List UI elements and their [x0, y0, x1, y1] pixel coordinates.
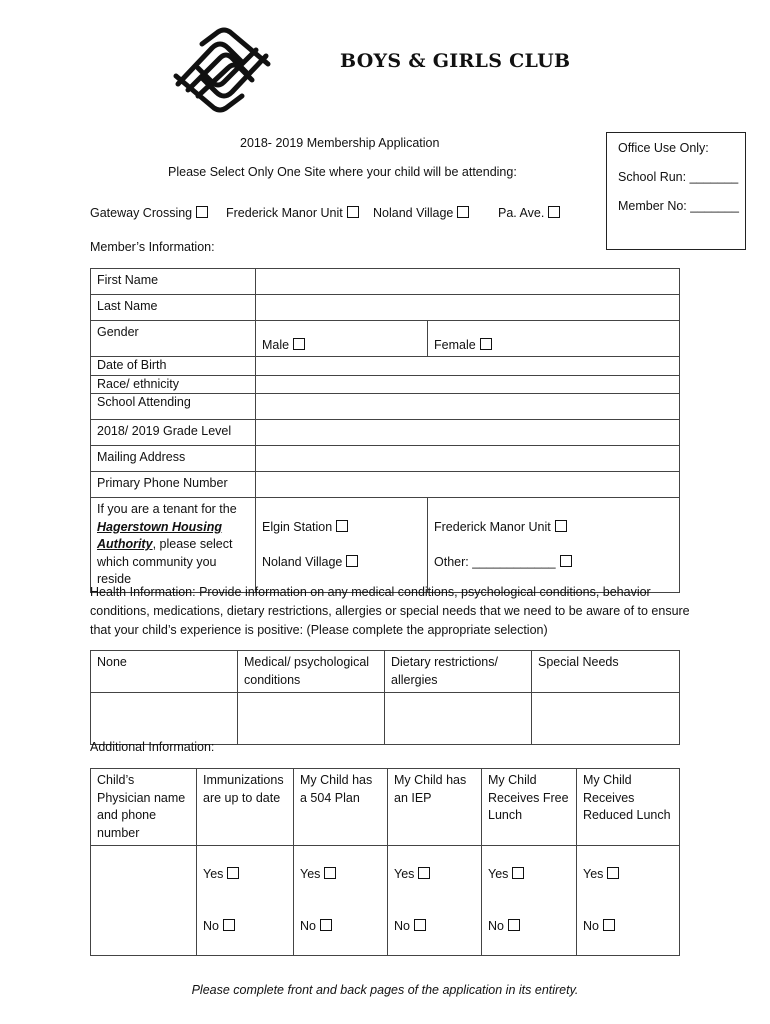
site-label: Noland Village — [373, 206, 454, 220]
yes-option[interactable]: Yes — [394, 848, 475, 900]
immunizations-options — [197, 846, 294, 956]
site-label: Frederick Manor Unit — [226, 206, 343, 220]
free-lunch-options — [482, 846, 577, 956]
other-option[interactable]: Other: ____________ — [434, 545, 673, 580]
physician-field[interactable] — [91, 846, 197, 956]
checkbox[interactable] — [418, 867, 430, 879]
site-label: Gateway Crossing — [90, 206, 193, 220]
tenant-options-right — [428, 498, 680, 593]
yes-option[interactable]: Yes — [488, 848, 570, 900]
site-option-frederick[interactable] — [226, 206, 359, 220]
no-option[interactable]: No — [300, 900, 381, 952]
checkbox[interactable] — [607, 867, 619, 879]
yes-option[interactable]: Yes — [300, 848, 381, 900]
school-label: School Attending — [91, 394, 256, 420]
female-label: Female — [434, 337, 476, 352]
checkbox[interactable] — [560, 555, 572, 567]
site-option-pa-ave[interactable] — [498, 206, 560, 220]
frederick-manor-option[interactable]: Frederick Manor Unit — [434, 510, 673, 545]
dob-label: Date of Birth — [91, 357, 256, 376]
member-no-field: Member No: _______ — [618, 199, 739, 213]
dietary-field[interactable] — [385, 693, 532, 745]
medical-field[interactable] — [238, 693, 385, 745]
school-field[interactable] — [256, 394, 680, 420]
additional-info-label: Additional Information: — [90, 740, 215, 754]
reduced-lunch-options — [577, 846, 680, 956]
member-info-table — [90, 268, 680, 593]
tenant-label: If you are a tenant for the Hagerstown Housing Authority, please select which community you reside — [91, 498, 256, 593]
checkbox[interactable] — [480, 338, 492, 350]
health-table — [90, 650, 680, 745]
office-use-title: Office Use Only: — [618, 141, 709, 155]
dietary-header: Dietary restrictions/ allergies — [385, 651, 532, 693]
checkbox[interactable] — [196, 206, 208, 218]
medical-header: Medical/ psychological conditions — [238, 651, 385, 693]
checkbox[interactable] — [223, 919, 235, 931]
mailing-field[interactable] — [256, 446, 680, 472]
checkbox[interactable] — [603, 919, 615, 931]
immunizations-header: Immunizations are up to date — [197, 769, 294, 846]
no-option[interactable]: No — [203, 900, 287, 952]
first-name-field[interactable] — [256, 269, 680, 295]
iep-options — [388, 846, 482, 956]
none-field[interactable] — [91, 693, 238, 745]
brand-name: BOYS & GIRLS CLUB — [340, 50, 571, 72]
phone-label: Primary Phone Number — [91, 472, 256, 498]
special-needs-header: Special Needs — [532, 651, 680, 693]
site-prompt: Please Select Only One Site where your child will be attending: — [168, 165, 517, 179]
site-option-gateway[interactable] — [90, 206, 208, 220]
site-option-noland[interactable] — [373, 206, 469, 220]
gender-female-option[interactable] — [428, 321, 680, 357]
housing-authority-label: Hagerstown Housing Authority — [97, 519, 223, 551]
checkbox[interactable] — [336, 520, 348, 532]
tenant-options-left — [256, 498, 428, 593]
dob-field[interactable] — [256, 357, 680, 376]
checkbox[interactable] — [227, 867, 239, 879]
reduced-lunch-header: My Child Receives Reduced Lunch — [577, 769, 680, 846]
gender-male-option[interactable] — [256, 321, 428, 357]
page-title: 2018- 2019 Membership Application — [240, 136, 440, 150]
site-label: Pa. Ave. — [498, 206, 545, 220]
checkbox[interactable] — [320, 919, 332, 931]
health-information-text: Health Information: Provide information on any medical conditions, psychological conditions, behavior conditions, medications, dietary restrictions, allergies or special needs that we need to be aware of to ensure that your child’s experience is positive: (Please complete the appropriate selection) — [90, 585, 690, 637]
checkbox[interactable] — [414, 919, 426, 931]
grade-field[interactable] — [256, 420, 680, 446]
no-option[interactable]: No — [583, 900, 673, 952]
race-label: Race/ ethnicity — [91, 375, 256, 394]
gender-label: Gender — [91, 321, 256, 357]
no-option[interactable]: No — [394, 900, 475, 952]
special-needs-field[interactable] — [532, 693, 680, 745]
first-name-label: First Name — [91, 269, 256, 295]
noland-village-option[interactable]: Noland Village — [262, 545, 421, 580]
checkbox[interactable] — [346, 555, 358, 567]
504-plan-options — [294, 846, 388, 956]
mailing-label: Mailing Address — [91, 446, 256, 472]
checkbox[interactable] — [512, 867, 524, 879]
last-name-field[interactable] — [256, 295, 680, 321]
checkbox[interactable] — [548, 206, 560, 218]
hands-logo-icon — [172, 26, 272, 114]
checkbox[interactable] — [555, 520, 567, 532]
physician-header: Child’s Physician name and phone number — [91, 769, 197, 846]
checkbox[interactable] — [508, 919, 520, 931]
free-lunch-header: My Child Receives Free Lunch — [482, 769, 577, 846]
checkbox[interactable] — [293, 338, 305, 350]
elgin-station-option[interactable]: Elgin Station — [262, 510, 421, 545]
checkbox[interactable] — [457, 206, 469, 218]
yes-option[interactable]: Yes — [203, 848, 287, 900]
footer-note: Please complete front and back pages of the application in its entirety. — [191, 983, 579, 997]
male-label: Male — [262, 337, 290, 352]
members-info-label: Member’s Information: — [90, 240, 215, 254]
none-header: None — [91, 651, 238, 693]
additional-info-table — [90, 768, 680, 956]
race-field[interactable] — [256, 375, 680, 394]
office-use-box — [606, 132, 746, 250]
iep-header: My Child has an IEP — [388, 769, 482, 846]
no-option[interactable]: No — [488, 900, 570, 952]
yes-option[interactable]: Yes — [583, 848, 673, 900]
checkbox[interactable] — [324, 867, 336, 879]
phone-field[interactable] — [256, 472, 680, 498]
grade-label: 2018/ 2019 Grade Level — [91, 420, 256, 446]
last-name-label: Last Name — [91, 295, 256, 321]
checkbox[interactable] — [347, 206, 359, 218]
school-run-field: School Run: _______ — [618, 170, 739, 184]
504-plan-header: My Child has a 504 Plan — [294, 769, 388, 846]
